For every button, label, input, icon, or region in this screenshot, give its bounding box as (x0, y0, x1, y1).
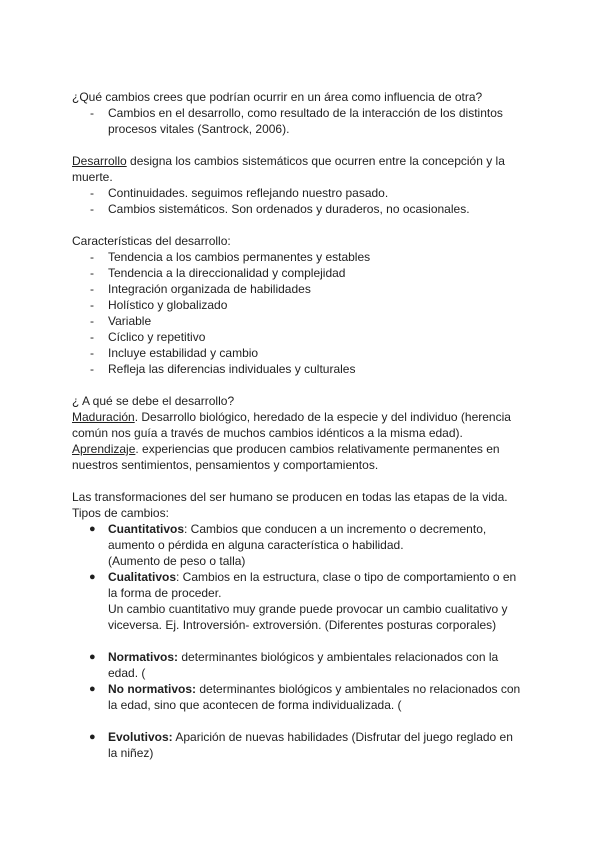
aprendizaje-text: . experiencias que producen cambios relativamente permanentes en (135, 442, 500, 456)
characteristic-item: Tendencia a los cambios permanentes y estables (108, 250, 371, 264)
characteristic-item: Tendencia a la direccionalidad y complejidad (108, 266, 346, 280)
characteristic-item: Cíclico y repetitivo (108, 330, 206, 344)
maduracion-term: Maduración (72, 410, 135, 424)
bullet-marker: ● (89, 523, 96, 535)
characteristics-title: Características del desarrollo: (72, 234, 231, 248)
definition-item: Continuidades. seguimos reflejando nuestro pasado. (108, 186, 389, 200)
no-normativos-line-1 (108, 681, 520, 697)
maduracion-text: . Desarrollo biológico, heredado de la especie y del individuo (herencia (134, 410, 511, 424)
transformations-line: Las transformaciones del ser humano se producen en todas las etapas de la vida. (72, 490, 508, 504)
cuantitativos-text: : Cambios que conducen a un incremento o decremento, (184, 522, 487, 536)
q1-item-line-2: procesos vitales (Santrock, 2006). (108, 122, 290, 136)
cualitativos-line-2: la forma de proceder. (108, 586, 222, 600)
maduracion-line-2: común nos guía a través de muchos cambios idénticos a la misma edad). (72, 426, 463, 440)
dash-marker: - (90, 106, 94, 120)
question-1: ¿Qué cambios crees que podrían ocurrir en un área como influencia de otra? (72, 90, 483, 104)
cuantitativos-line-3: (Aumento de peso o talla) (108, 554, 246, 568)
bullet-marker: ● (89, 571, 96, 583)
evolutivos-term: Evolutivos: (108, 730, 173, 744)
normativos-text: determinantes biológicos y ambientales relacionados con la (178, 650, 499, 664)
bullet-marker: ● (89, 731, 96, 743)
dash-marker: - (90, 330, 94, 344)
definition-line-2: muerte. (72, 170, 113, 184)
characteristic-item: Incluye estabilidad y cambio (108, 346, 259, 360)
dash-marker: - (90, 282, 94, 296)
cualitativos-line-3: Un cambio cuantitativo muy grande puede provocar un cambio cualitativo y (108, 602, 508, 616)
cualitativos-line-1 (108, 569, 516, 585)
change-types-title: Tipos de cambios: (72, 506, 169, 520)
definition-text: designa los cambios sistemáticos que ocurren entre la concepción y la (126, 154, 505, 168)
no-normativos-term: No normativos: (108, 682, 197, 696)
normativos-line-1 (108, 649, 498, 665)
evolutivos-text: Aparición de nuevas habilidades (Disfrutar del juego reglado en (172, 730, 513, 744)
characteristic-item: Refleja las diferencias individuales y culturales (108, 362, 356, 376)
evolutivos-line-1 (108, 729, 513, 745)
dash-marker: - (90, 250, 94, 264)
definition-term: Desarrollo (72, 154, 127, 168)
bullet-marker: ● (89, 683, 96, 695)
characteristic-item: Holístico y globalizado (108, 298, 228, 312)
definition-item: Cambios sistemáticos. Son ordenados y duraderos, no ocasionales. (108, 202, 470, 216)
cuantitativos-term: Cuantitativos (108, 522, 185, 536)
normativos-term: Normativos: (108, 650, 179, 664)
cualitativos-text: : Cambios en la estructura, clase o tipo de comportamiento o en (176, 570, 517, 584)
dash-marker: - (90, 314, 94, 328)
cuantitativos-line-2: aumento o pérdida en alguna característica o habilidad. (108, 538, 404, 552)
cuantitativos-line-1 (108, 521, 486, 537)
dash-marker: - (90, 346, 94, 360)
dash-marker: - (90, 202, 94, 216)
no-normativos-line-2: la edad, sino que acontecen de forma individualizada. ( (108, 698, 402, 712)
cualitativos-term: Cualitativos (108, 570, 177, 584)
no-normativos-text: determinantes biológicos y ambientales no relacionados con (196, 682, 521, 696)
dash-marker: - (90, 186, 94, 200)
bullet-marker: ● (89, 651, 96, 663)
cualitativos-line-4: viceversa. Ej. Introversión- extroversión. (Diferentes posturas corporales) (108, 618, 497, 632)
dash-marker: - (90, 362, 94, 376)
aprendizaje-line-1 (72, 441, 500, 457)
question-2: ¿ A qué se debe el desarrollo? (72, 394, 235, 408)
normativos-line-2: edad. ( (108, 666, 146, 680)
aprendizaje-term: Aprendizaje (72, 442, 136, 456)
characteristic-item: Integración organizada de habilidades (108, 282, 311, 296)
dash-marker: - (90, 298, 94, 312)
aprendizaje-line-2: nuestros sentimientos, pensamientos y comportamientos. (72, 458, 379, 472)
evolutivos-line-2: la niñez) (108, 746, 154, 760)
dash-marker: - (90, 266, 94, 280)
maduracion-line-1 (72, 409, 511, 425)
definition-line-1 (72, 153, 505, 169)
q1-item-line-1: Cambios en el desarrollo, como resultado de la interacción de los distintos (108, 106, 503, 120)
characteristic-item: Variable (108, 314, 152, 328)
